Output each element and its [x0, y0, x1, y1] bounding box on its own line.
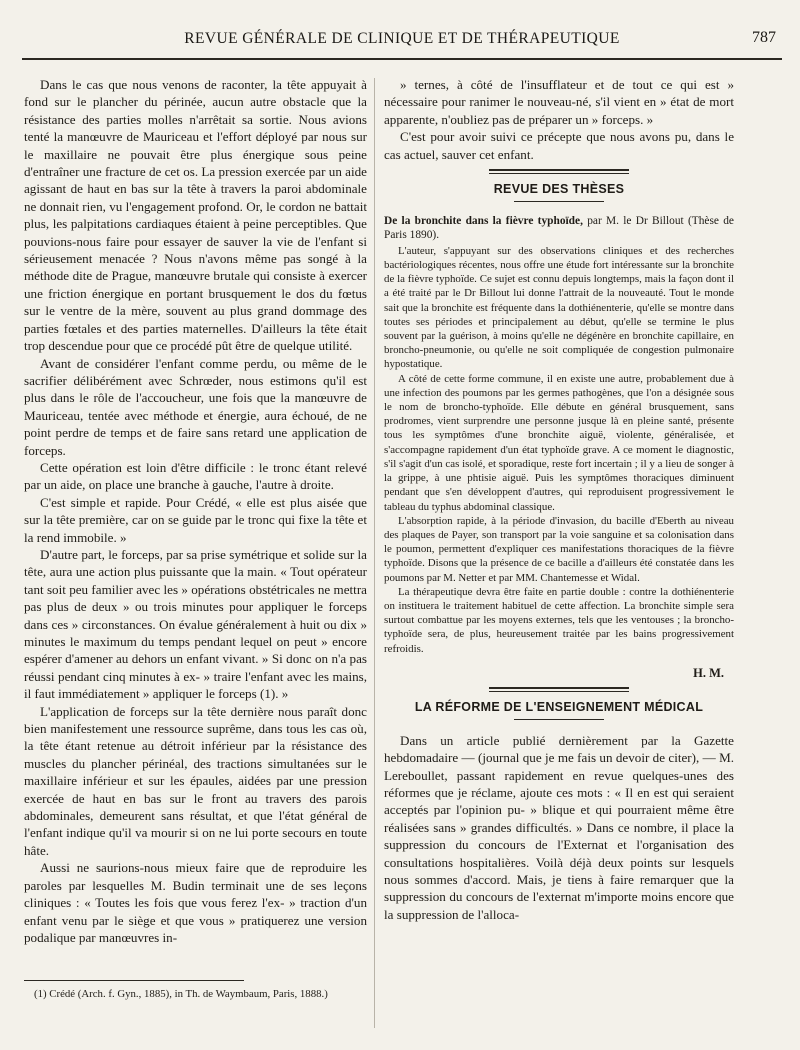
- body-paragraph: D'autre part, le forceps, par sa prise symétrique et solide sur la tête, aura une action plus puissante que la main. « Tout opérateur tant soit peu familier avec les » opérations obstétricales ne mettra pas plus de deux » ou trois minutes pour appliquer le forceps dans ces » circonstances. On évalue généralement à huit ou dix » minutes le maximum du temps pendant lequel on peut » encore espérer d'amener au dehors un enfant vivant. » Si donc on n'a pas réussi pendant cinq minutes à ex- » traire l'enfant avec les mains, il faut immédiatement » appliquer le forceps (1). »: [24, 546, 367, 702]
- body-paragraph: Aussi ne saurions-nous mieux faire que de reproduire les paroles par lesquelles M. Budin terminait une de ses leçons cliniques : « Toutes les fois que vous ferez l'ex- » traction d'un enfant venu par le siège et que vous » pratiquerez une version podalique par manœuvres in-: [24, 860, 367, 945]
- section-title-reforme: LA RÉFORME DE L'ENSEIGNEMENT MÉDICAL: [414, 699, 704, 714]
- review-signature: H. M.: [693, 665, 724, 680]
- review-heading: [384, 214, 734, 243]
- page-number: 787: [752, 29, 776, 46]
- body-paragraph: L'application de forceps sur la tête dernière nous paraît donc bien manifestement une ressource suprême, dans tous les cas où, la tête étant retenue au détroit inférieur par la résistance des muscles du plancher périnéal, des tractions simultanées sur le maxillaire inférieur et sur les épaules, aidées par une pression exercée de haut en bas sur le front au travers des parois abdominales, demeurent sans résultat, et que l'état général de l'enfant indique qu'il va mourir si on ne lui porte secours en toute hâte.: [24, 703, 367, 858]
- section-ornament-rule: [489, 169, 629, 174]
- body-paragraph: C'est simple et rapide. Pour Crédé, « elle est plus aisée que sur la tête première, car on se guide par le tronc qui fixe la tête et la rend immobile. »: [24, 494, 367, 545]
- review-heading-title: De la bronchite dans la fièvre typhoïde,: [384, 215, 583, 228]
- journal-title: REVUE GÉNÉRALE DE CLINIQUE ET DE THÉRAPEUTIQUE: [184, 30, 620, 47]
- column-divider: [374, 78, 375, 1028]
- body-paragraph: Dans le cas que nous venons de raconter, la tête appuyait à fond sur le plancher du périnée, aucun autre obstacle que la résistance des parties molles n'arrêtait sa sortie. Nous avions tenté la manœuvre de Mauriceau et l'effort déployé par nous sur le maxillaire ne pouvait être plus énergique sous peine d'entraîner une fracture de cet os. La pression exercée par un aide agissant de haut en bas sur la tête à travers la paroi abdominale ne donnait rien, vu l'engagement profond. Or, le cordon ne battait plus, les palpitations cardiaques étaient à peine perceptibles. Que pouvions-nous faire pour essayer de sauver la vie de l'enfant si sérieusement menacée ? Nous n'avons même pas songé à la méthode dite de Prague, manœuvre brutale qui consiste à exercer une friction énergique en portant brusquement le dos du fœtus sur le ventre de la mère, souvent au plus grand dommage des parties fœtales et des parties maternelles. D'ailleurs la tête était trop descendue pour que ce procédé pût être de quelque utilité.: [24, 77, 367, 354]
- body-paragraph: Cette opération est loin d'être difficile : le tronc étant relevé par un aide, on place une branche à gauche, l'autre à droite.: [24, 459, 367, 493]
- body-paragraph: » ternes, à côté de l'insufflateur et de tout ce qui est » nécessaire pour ranimer le nouveau-né, s'il vient en » état de mort apparente, n'oubliez pas de préparer un » forceps. »: [384, 77, 734, 127]
- running-header: [22, 26, 782, 54]
- continued-text: [384, 76, 734, 163]
- footnote-rule: [24, 980, 244, 981]
- footnote: (1) Crédé (Arch. f. Gyn., 1885), in Th. de Waymbaum, Paris, 1888.): [34, 988, 328, 1000]
- section-title-revue-theses: REVUE DES THÈSES: [493, 182, 625, 197]
- section-ornament-rule: [489, 687, 629, 692]
- review-heading-author: par M. le Dr Billout (Thèse de Paris 1890).: [384, 215, 734, 242]
- right-column: [384, 76, 734, 1031]
- body-paragraph: C'est pour avoir suivi ce précepte que nous avons pu, dans le cas actuel, sauver cet enfant.: [384, 129, 734, 162]
- body-paragraph: Dans un article publié dernièrement par la Gazette hebdomadaire — (journal que je me fais un devoir de citer), — M. Lereboullet, passant rapidement en revue quelques-unes des réformes que je réclame, ajoute ces mots : « Il en est qui seraient acceptés par l'opinion pu- » blique et qui pourraient même être réalisées sans » grandes difficultés. » Dans ce nombre, il place la suppression du concours de l'Externat et l'organisation des consultations hospitalières. Voilà déjà deux points sur lesquels nous sommes d'accord. Mais, je tiens à faire remarquer que la suppression du concours de l'externat m'importe moins encore que la suppression de l'alloca-: [384, 732, 734, 922]
- reforme-section: [384, 732, 734, 923]
- header-rule: [22, 58, 782, 60]
- title-underline: [514, 719, 604, 720]
- revue-theses-section: [384, 214, 734, 681]
- review-paragraph: L'absorption rapide, à la période d'invasion, du bacille d'Eberth au niveau des plaques de Payer, son transport par la voie sanguine et sa colonisation dans le poumon, permettent d'expliquer ces manifestations thoraciques de la fièvre typhoïde. Disons que la présence de ce bacille a d'ailleurs été constatée dans les poumons par M. Netter et par MM. Chantemesse et Widal.: [384, 514, 734, 584]
- left-column: [24, 76, 367, 976]
- review-paragraph: La thérapeutique devra être faite en partie double : contre la dothiénenterie on instituera le traitement habituel de cette affection. La bronchite simple sera surtout combattue par les moyens externes, tels que les ventouses ; la broncho-typhoïde sera, de plus, heureusement traitée par les bains progressivement refroidis.: [384, 585, 734, 655]
- body-paragraph: Avant de considérer l'enfant comme perdu, ou même de le sacrifier délibérément avec Schrœder, nous estimons qu'il est plus dans le rôle de l'accoucheur, une fois que la manœuvre de Mauriceau, tentée avec méthode et énergie, aura échoué, de ne point perdre de temps et de faire sans retard une application de forceps.: [24, 355, 367, 458]
- review-paragraph: A côté de cette forme commune, il en existe une autre, probablement due à une infection des poumons par les germes pathogènes, que l'on a désignée sous le nom de broncho-typhoïde. Elle débute en général brusquement, sans prodromes, vient surprendre une personne jusque là en pleine santé, présente tous les symptômes d'une bronchite aiguë, violente, généralisée, et s'accompagne rapidement d'un état typhoïde grave. A ce moment le diagnostic, s'il s'agit d'un cas isolé, et sporadique, reste fort incertain ; il y a lieu de songer à la grippe, à une phtisie aiguë. Puis les symptômes thoraciques diminuent pendant que s'en développent d'autres, qui reproduisent progressivement le tableau du typhus abdominal classique.: [384, 372, 734, 513]
- review-paragraph: L'auteur, s'appuyant sur des observations cliniques et des recherches bactériologiques récentes, nous offre une étude fort intéressante sur la bronchite de la fièvre typhoïde. Ce sujet est connu depuis longtemps, mais la façon dont il a été traité par le Dr Billout lui donne l'attrait de la nouveauté. Tout le monde sait que la bronchite est fréquente dans la dothiénenterie, qu'elle se montre dans toutes ses périodes et principalement au début, qu'elle se termine le plus souvent par la guérison, à moins qu'elle ne dégénère en bronchite capillaire, en broncho-pneumonie, ou qu'elle ne soit compliquée de congestion pulmonaire hypostatique.: [384, 244, 734, 371]
- title-underline: [514, 201, 604, 202]
